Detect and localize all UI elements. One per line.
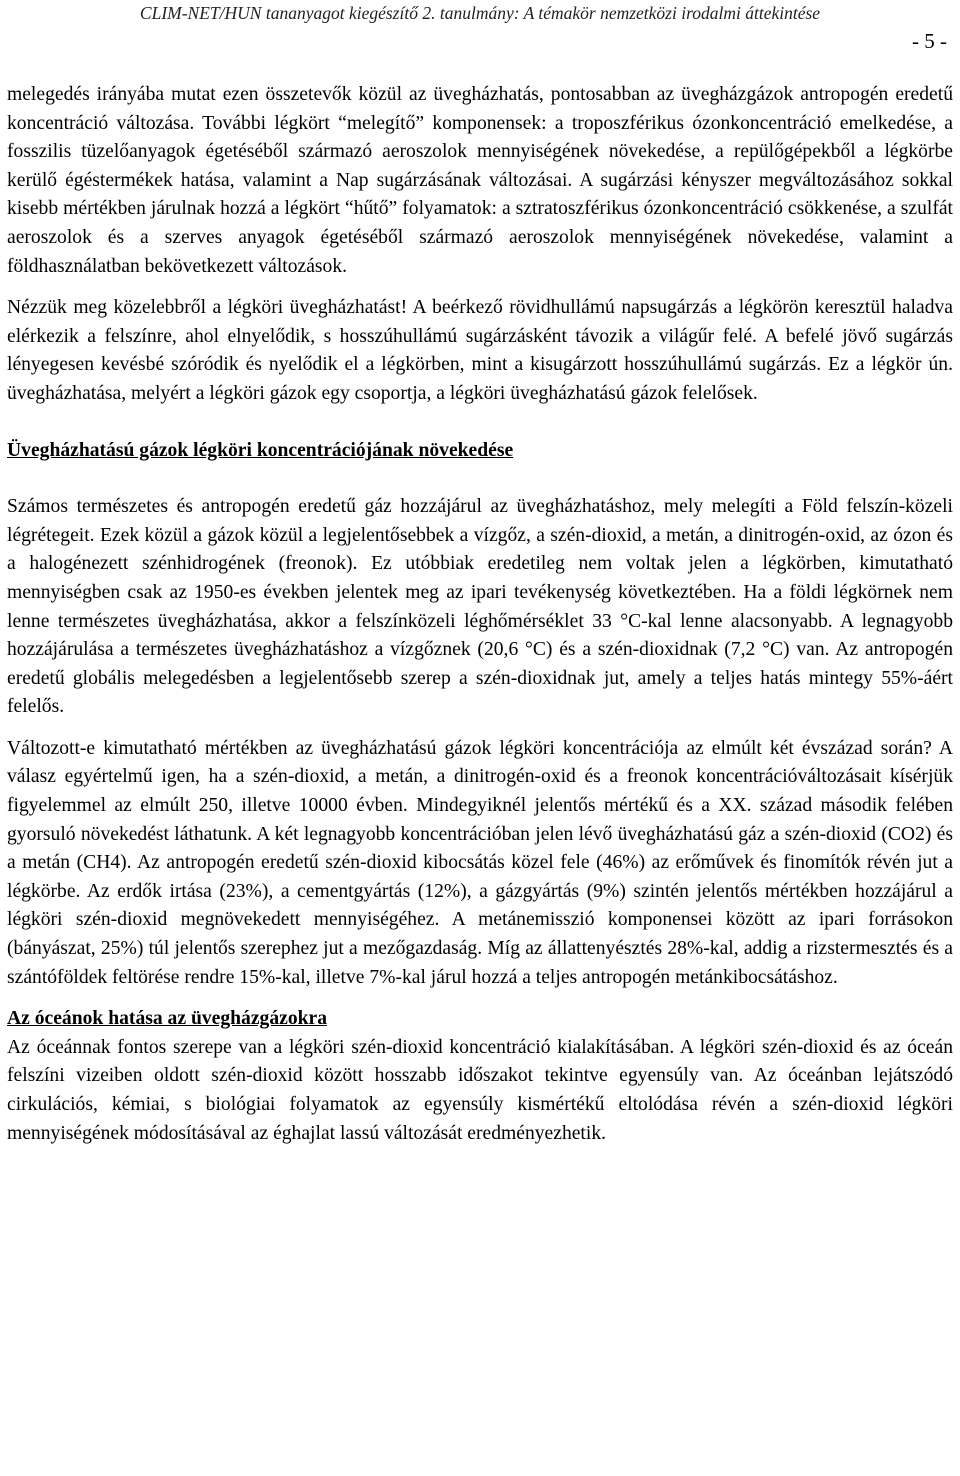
intro-paragraph-2: Nézzük meg közelebbről a légköri üvegházhatást! A beérkező rövidhullámú napsugárzás a légkörön keresztül haladva elérkezik a felszínre, ahol elnyelődik, s hosszúhullámú sugárzásként távozik a világűr felé. A befelé jövő sugárzás lényegesen kevésbé szóródik és nyelődik el a légkörben, mint a kisugárzott hosszúhullámú sugárzás. Ez a légkör ún. üvegházhatása, melyért a légköri gázok egy csoportja, a légköri üvegházhatású gázok felelősek. bbox=[7, 297, 953, 404]
section-heading-greenhouse-gases: Üvegházhatású gázok légköri koncentrációjának növekedése bbox=[7, 439, 514, 461]
running-header: CLIM-NET/HUN tananyagot kiegészítő 2. tanulmány: A témakör nemzetközi irodalmi áttekintése bbox=[139, 3, 821, 23]
section1-paragraph-2: Változott-e kimutatható mértékben az üvegházhatású gázok légköri koncentrációja az elmúlt két évszázad során? A válasz egyértelmű igen, ha a szén-dioxid, a metán, a dinitrogén-oxid és a freonok koncentrációváltozásait kísérjük figyelemmel az elmúlt 250, illetve 10000 évben. Mindegyiknél jelentős mértékű és a XX. század második felében gyorsuló növekedést láthatunk. A két legnagyobb koncentrációban jelen lévő üvegházhatású gáz a szén-dioxid (CO2) és a metán (CH4). Az antropogén eredetű szén-dioxid kibocsátás közel fele (46%) az erőművek és finomítók révén jut a légkörbe. Az erdők irtása (23%), a cementgyártás (12%), a gázgyártás (9%) szintén jelentős mértékben hozzájárul a légköri szén-dioxid megnövekedett mennyiségéhez. A metánemisszió komponensei között az ipari forrásokon (bányászat, 25%) túl jelentős szerephez jut a mezőgazdaság. Míg az állattenyésztés 28%-kal, addig a rizstermesztés és a szántóföldek feltörése rendre 15%-kal, illetve 7%-kal járul hozzá a teljes antropogén metánkibocsátáshoz. bbox=[7, 737, 953, 988]
document-body bbox=[7, 81, 953, 1148]
page-number: - 5 - bbox=[912, 29, 947, 53]
section2-paragraph-1: Az óceánnak fontos szerepe van a légköri szén-dioxid koncentráció kialakításában. A légköri szén-dioxid és az óceán felszíni vizeiben oldott szén-dioxid között hosszabb időszakot tekintve egyensúly van. Az óceánban lejátszódó cirkulációs, kémiai, s biológiai folyamatok az egyensúly kismértékű eltolódása révén a szén-dioxid légköri mennyiségének módosításával az éghajlat lassú változását eredményezhetik. bbox=[7, 1036, 953, 1144]
intro-paragraph-1: melegedés irányába mutat ezen összetevők közül az üvegházhatás, pontosabban az üvegházgázok antropogén eredetű koncentráció változása. További légkört “melegítő” komponensek: a troposzférikus ózonkoncentráció emelkedése, a fosszilis tüzelőanyagok égetéséből származó aeroszolok mennyiségének növekedése, a repülőgépekből a légkörbe kerülő égéstermékek hatása, valamint a Nap sugárzásának változásai. A sugárzási kényszer megváltozásához sokkal kisebb mértékben járulnak hozzá a légkört “hűtő” folyamatok: a sztratoszférikus ózonkoncentráció csökkenése, a szulfát aeroszolok és a szerves anyagok égetéséből származó aeroszolok mennyiségének növekedése, valamint a földhasználatban bekövetkezett változások. bbox=[7, 84, 953, 277]
section1-paragraph-1: Számos természetes és antropogén eredetű gáz hozzájárul az üvegházhatáshoz, mely melegíti a Föld felszín-közeli légrétegeit. Ezek közül a gázok közül a legjelentősebbek a vízgőz, a szén-dioxid, a metán, a dinitrogén-oxid, az ózon és a halogénezett szénhidrogének (freonok). Ez utóbbiak eredetileg nem voltak jelen a légkörben, kimutatható mennyiségben csak az 1950-es években jelentek meg az ipari tevékenység következtében. Ha a földi légkörnek nem lenne természetes üvegházhatása, akkor a felszínközeli léghőmérséklet 33 °C-kal lenne alacsonyabb. A legnagyobb hozzájárulása a természetes üvegházhatáshoz a vízgőznek (20,6 °C) és a szén-dioxidnak (7,2 °C) van. Az antropogén eredetű globális melegedésben a legjelentősebb szerep a szén-dioxidnak jut, amely a teljes hatás mintegy 55%-áért felelős. bbox=[7, 496, 953, 718]
section-heading-oceans: Az óceánok hatása az üvegházgázokra bbox=[7, 1008, 328, 1030]
